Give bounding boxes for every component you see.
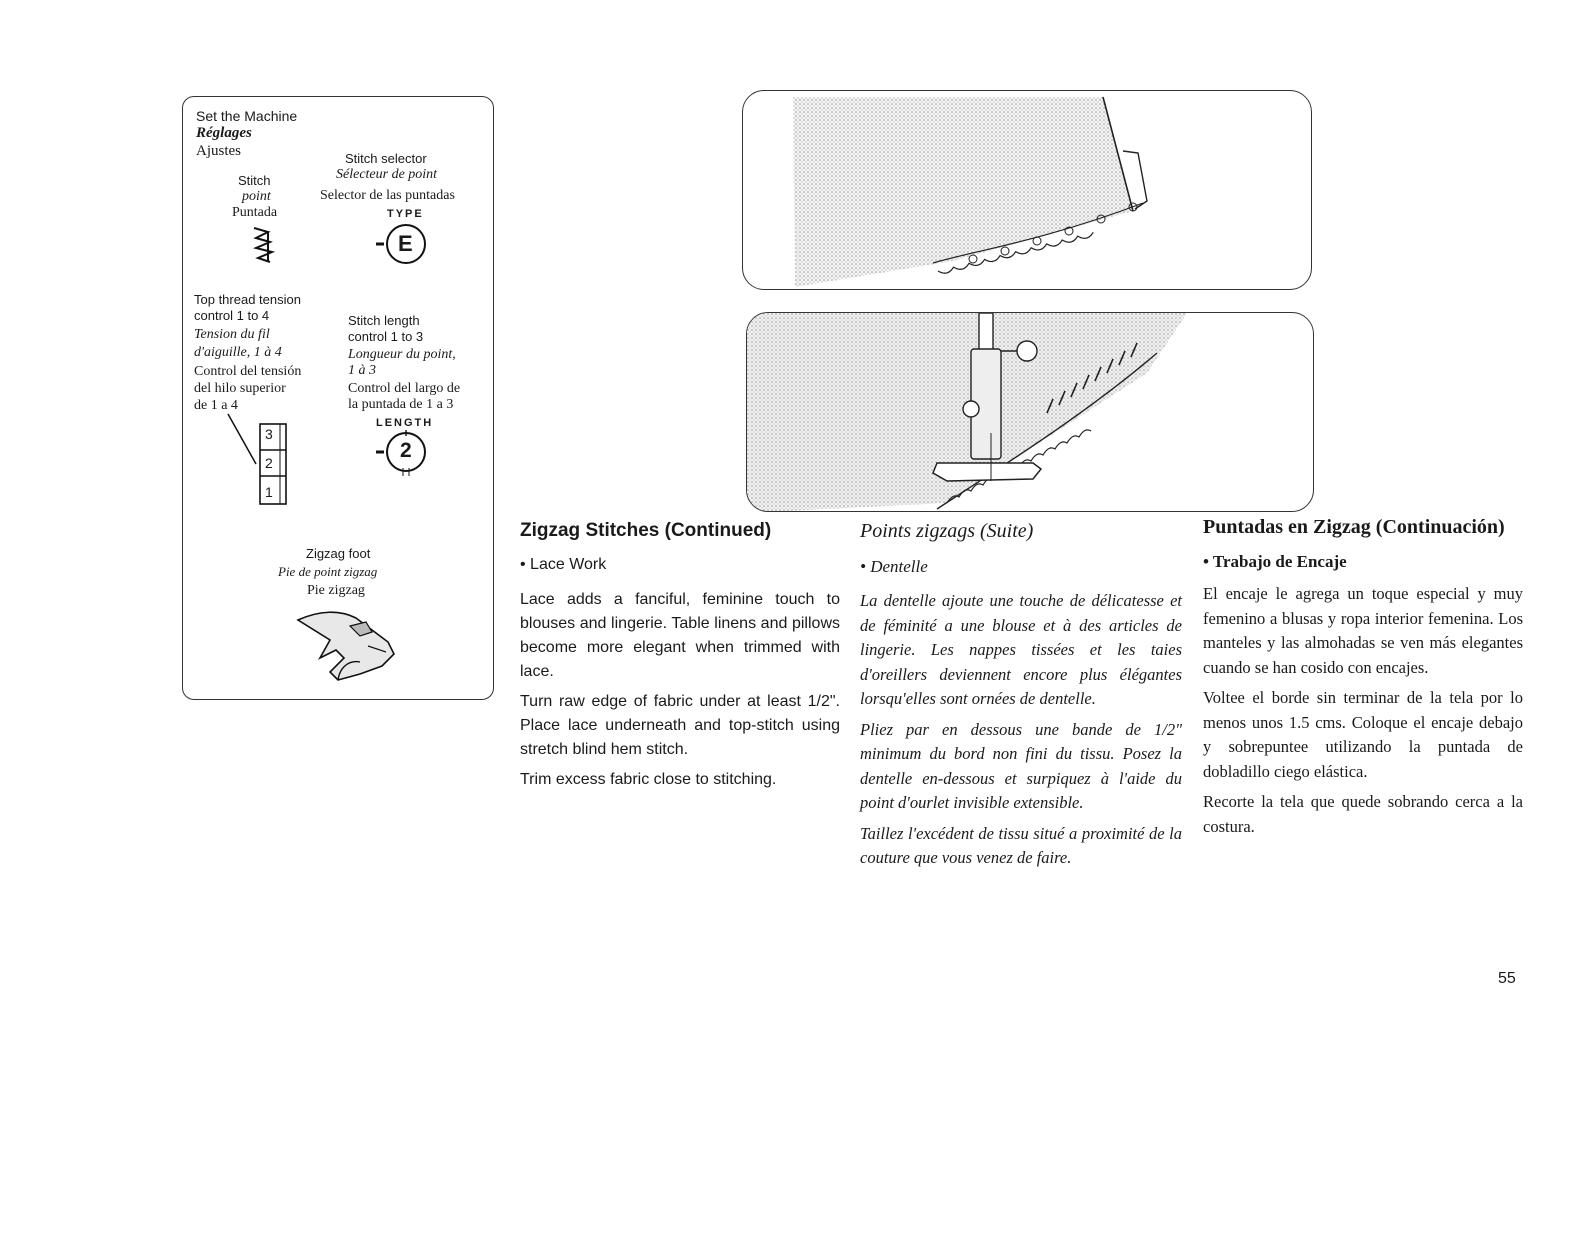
foot-label-fr: Pie de point zigzag — [278, 564, 378, 579]
tension-scale-3: 3 — [265, 426, 273, 442]
tension-label-fr-2: d'aiguille, 1 à 4 — [194, 345, 282, 360]
english-paragraph-1: Lace adds a fanciful, feminine touch to blouses and lingerie. Table linens and pillows become more elegant when trimmed with lace. — [520, 591, 840, 680]
lace-fabric-drawing — [743, 91, 1312, 290]
tension-scale-2: 2 — [265, 455, 273, 471]
settings-heading-es: Ajustes — [196, 143, 241, 159]
foot-label-en: Zigzag foot — [306, 546, 371, 561]
selector-label-fr: Sélecteur de point — [336, 167, 438, 182]
length-label-fr-2: 1 à 3 — [348, 363, 376, 378]
length-label-en-1: Stitch length — [348, 313, 420, 328]
sewing-lace-illustration — [746, 312, 1314, 512]
selector-value: E — [398, 231, 413, 256]
english-paragraph-3: Trim excess fabric close to stitching. — [520, 771, 777, 788]
length-label-en-2: control 1 to 3 — [348, 329, 424, 344]
stitch-label-en: Stitch — [238, 173, 271, 188]
spanish-paragraph-2: Voltee el borde sin terminar de la tela por lo menos unos 1.5 cms. Coloque el encaje debajo y sobrepuntee utilizando la puntada de dobladillo ciego elástica. — [1203, 688, 1523, 781]
spanish-paragraph-1: El encaje le agrega un toque especial y muy femenino a blusas y ropa interior femenina. Los manteles y las almohadas se ven más elegantes cuando se han cosido con encajes. — [1203, 584, 1523, 677]
foot-label-es: Pie zigzag — [307, 583, 365, 598]
stretch-blind-hem-stitch-icon — [250, 224, 276, 266]
settings-heading-en: Set the Machine — [196, 108, 298, 124]
french-paragraph-3: Taillez l'excédent de tissu situé a proximité de la couture que vous venez de faire. — [860, 823, 1182, 867]
spanish-title: Puntadas en Zigzag (Continuación) — [1203, 516, 1505, 538]
tension-label-fr-1: Tension du fil — [194, 327, 270, 342]
english-subtitle: • Lace Work — [520, 556, 607, 573]
zigzag-foot-icon — [290, 602, 410, 688]
stitch-label-es: Puntada — [232, 205, 278, 220]
spanish-paragraph-3: Recorte la tela que quede sobrando cerca a la costura. — [1203, 792, 1523, 836]
french-subtitle: • Dentelle — [860, 557, 928, 576]
page-number: 55 — [1498, 970, 1516, 987]
tension-scale-1: 1 — [265, 484, 273, 500]
length-label-fr-1: Longueur du point, — [348, 347, 456, 362]
spanish-column — [1203, 516, 1523, 845]
type-label: TYPE — [387, 208, 424, 220]
length-value: 2 — [400, 439, 412, 462]
selector-label-es: Selector de las puntadas — [320, 188, 455, 203]
tension-label-es-3: de 1 a 4 — [194, 398, 238, 413]
english-column — [520, 520, 840, 798]
french-paragraph-2: Pliez par en dessous une bande de 1/2" minimum du bord non fini du tissu. Posez la dentelle en-dessous et surpiquez à l'aide du point d'ourlet invisible extensible. — [860, 719, 1182, 812]
length-label-es-1: Control del largo de — [348, 381, 461, 396]
english-title: Zigzag Stitches (Continued) — [520, 520, 772, 541]
french-paragraph-1: La dentelle ajoute une touche de délicatesse et de féminité a une blouse et à des articles de lingerie. Les nappes tissées et les taies d'oreillers deviennent encore plus élégantes lorsqu'elles sont ornées de dentelle. — [860, 591, 1182, 708]
spanish-subtitle: • Trabajo de Encaje — [1203, 552, 1347, 571]
french-column — [860, 520, 1182, 877]
stitch-label-fr: point — [242, 189, 271, 204]
tension-label-es-2: del hilo superior — [194, 381, 286, 396]
presser-foot-drawing — [747, 313, 1314, 512]
lace-trim-illustration — [742, 90, 1312, 290]
settings-heading-fr: Réglages — [196, 125, 252, 141]
english-paragraph-2: Turn raw edge of fabric under at least 1/2". Place lace underneath and top-stitch using stretch blind hem stitch. — [520, 693, 840, 758]
tension-dial-icon — [224, 412, 294, 508]
length-label-es-2: la puntada de 1 a 3 — [348, 397, 454, 412]
tension-label-es-1: Control del tensión — [194, 364, 302, 379]
length-label: LENGTH — [376, 417, 434, 429]
french-title: Points zigzags (Suite) — [860, 520, 1034, 542]
tension-label-en-2: control 1 to 4 — [194, 308, 270, 323]
selector-label-en: Stitch selector — [345, 151, 427, 166]
tension-label-en-1: Top thread tension — [194, 292, 301, 307]
